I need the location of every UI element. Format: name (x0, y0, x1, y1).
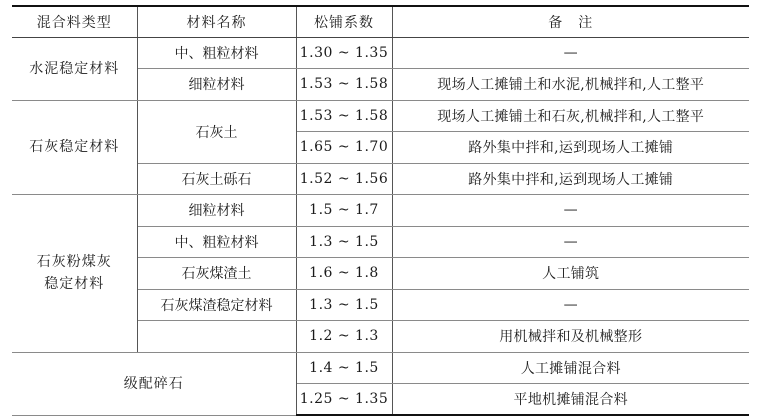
material-cell: 石灰土砾石 (137, 163, 296, 195)
material-cell: 细粒材料 (137, 195, 296, 227)
coefficient-cell: 1.25 ~ 1.35 (296, 384, 392, 416)
note-cell: 现场人工摊铺土和水泥,机械拌和,人工整平 (392, 69, 749, 101)
material-cell-lime-soil: 石灰土 (137, 100, 296, 163)
header-mix-type: 混合料类型 (12, 6, 137, 37)
mix-type-line: 石灰粉煤灰 (36, 254, 112, 271)
note-cell: — (392, 226, 749, 258)
mix-type-lime: 石灰稳定材料 (12, 100, 137, 195)
table-row (12, 195, 749, 227)
material-cell: 中、粗粒材料 (137, 226, 296, 258)
header-material-name: 材料名称 (137, 6, 296, 37)
note-cell: 平地机摊铺混合料 (392, 384, 749, 416)
mix-type-lime-flyash (12, 195, 137, 353)
note-cell: 人工摊铺混合料 (392, 352, 749, 384)
table-row (12, 37, 749, 69)
material-cell: 石灰煤渣稳定材料 (137, 289, 296, 321)
note-cell: 现场人工摊铺土和石灰,机械拌和,人工整平 (392, 100, 749, 132)
coefficient-cell: 1.3 ~ 1.5 (296, 226, 392, 258)
coefficient-cell: 1.6 ~ 1.8 (296, 258, 392, 290)
note-cell: — (392, 195, 749, 227)
note-cell: 人工铺筑 (392, 258, 749, 290)
coefficient-cell: 1.53 ~ 1.58 (296, 100, 392, 132)
note-cell: 路外集中拌和,运到现场人工摊铺 (392, 163, 749, 195)
coefficient-cell: 1.52 ~ 1.56 (296, 163, 392, 195)
material-cell-empty (137, 321, 296, 353)
table-row (12, 352, 749, 384)
mix-type-cement: 水泥稳定材料 (12, 37, 137, 100)
header-loose-coefficient: 松铺系数 (296, 6, 392, 37)
table-header-row (12, 6, 749, 37)
note-cell: 用机械拌和及机械整形 (392, 321, 749, 353)
coefficient-cell: 1.5 ~ 1.7 (296, 195, 392, 227)
material-cell: 中、粗粒材料 (137, 37, 296, 69)
note-cell: — (392, 37, 749, 69)
coefficient-cell: 1.3 ~ 1.5 (296, 289, 392, 321)
coefficient-cell: 1.30 ~ 1.35 (296, 37, 392, 69)
note-cell: 路外集中拌和,运到现场人工摊铺 (392, 132, 749, 164)
coefficient-cell: 1.4 ~ 1.5 (296, 352, 392, 384)
note-cell: — (392, 289, 749, 321)
mix-type-line: 稳定材料 (44, 276, 105, 293)
material-cell: 石灰煤渣土 (137, 258, 296, 290)
mix-type-graded-gravel: 级配碎石 (12, 352, 296, 415)
table-row (12, 100, 749, 132)
header-remarks: 备 注 (392, 6, 749, 37)
coefficient-cell: 1.53 ~ 1.58 (296, 69, 392, 101)
coefficient-cell: 1.65 ~ 1.70 (296, 132, 392, 164)
coefficient-cell: 1.2 ~ 1.3 (296, 321, 392, 353)
loose-paving-coefficient-table (12, 5, 749, 416)
material-cell: 细粒材料 (137, 69, 296, 101)
